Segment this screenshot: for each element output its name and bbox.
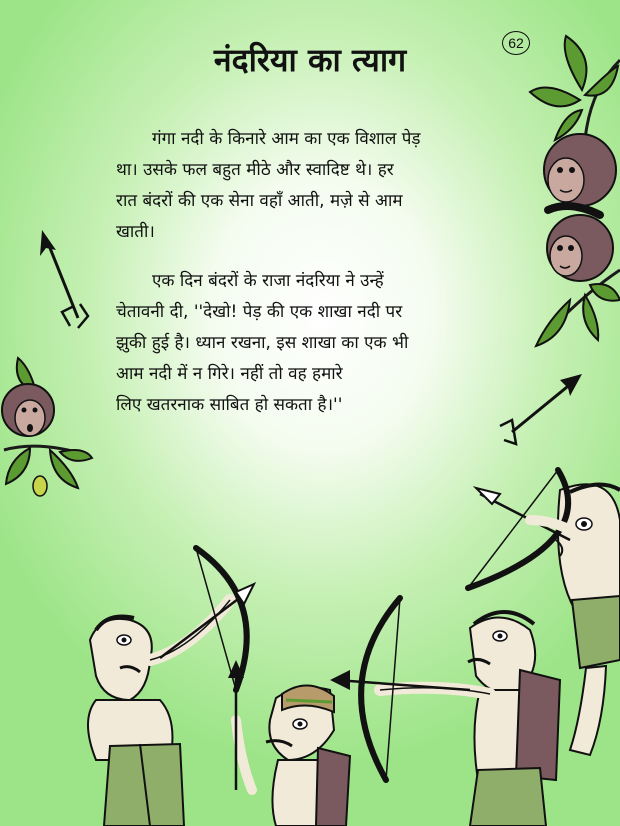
story-line: चेतावनी दी, ''देखो! पेड़ की एक शाखा नदी पर <box>116 302 403 322</box>
mango-icon <box>33 476 47 496</box>
story-line: लिए खतरनाक साबित हो सकता है।'' <box>116 395 343 415</box>
bow-icon <box>468 470 570 588</box>
leaf-icon <box>583 295 598 340</box>
monkey-icon <box>2 358 92 496</box>
story-line: गंगा नदी के किनारे आम का एक विशाल पेड़ <box>152 129 421 149</box>
page-number: 62 <box>502 31 530 55</box>
story-line: था। उसके फल बहुत मीठे और स्वादिष्ट थे। हर <box>116 160 394 180</box>
story-line: रात बंदरों की एक सेना वहाँ आती, मज़े से आम <box>116 191 403 211</box>
story-paragraph-2 <box>116 266 516 421</box>
hunter-icon <box>88 600 230 826</box>
page-title: नंदरिया का त्याग <box>213 41 407 79</box>
hunter-icon <box>228 660 350 826</box>
leaf-icon <box>60 450 92 461</box>
leaf-icon <box>6 448 30 484</box>
leaf-icon <box>530 88 580 107</box>
story-line: एक दिन बंदरों के राजा नंदरिया ने उन्हें <box>152 271 384 291</box>
leaf-icon <box>536 300 570 346</box>
leaf-icon <box>590 284 620 301</box>
story-line: झुकी हुई है। ध्यान रखना, इस शाखा का एक भी <box>116 333 409 353</box>
arrow-icon <box>40 230 88 328</box>
story-line: खाती। <box>116 222 155 242</box>
monkey-icon <box>547 215 613 281</box>
story-line: आम नदी में न गिरे। नहीं तो वह हमारे <box>116 364 343 384</box>
hunter-icon <box>380 612 560 826</box>
story-paragraph-1 <box>116 124 516 248</box>
monkey-icon <box>544 134 616 215</box>
